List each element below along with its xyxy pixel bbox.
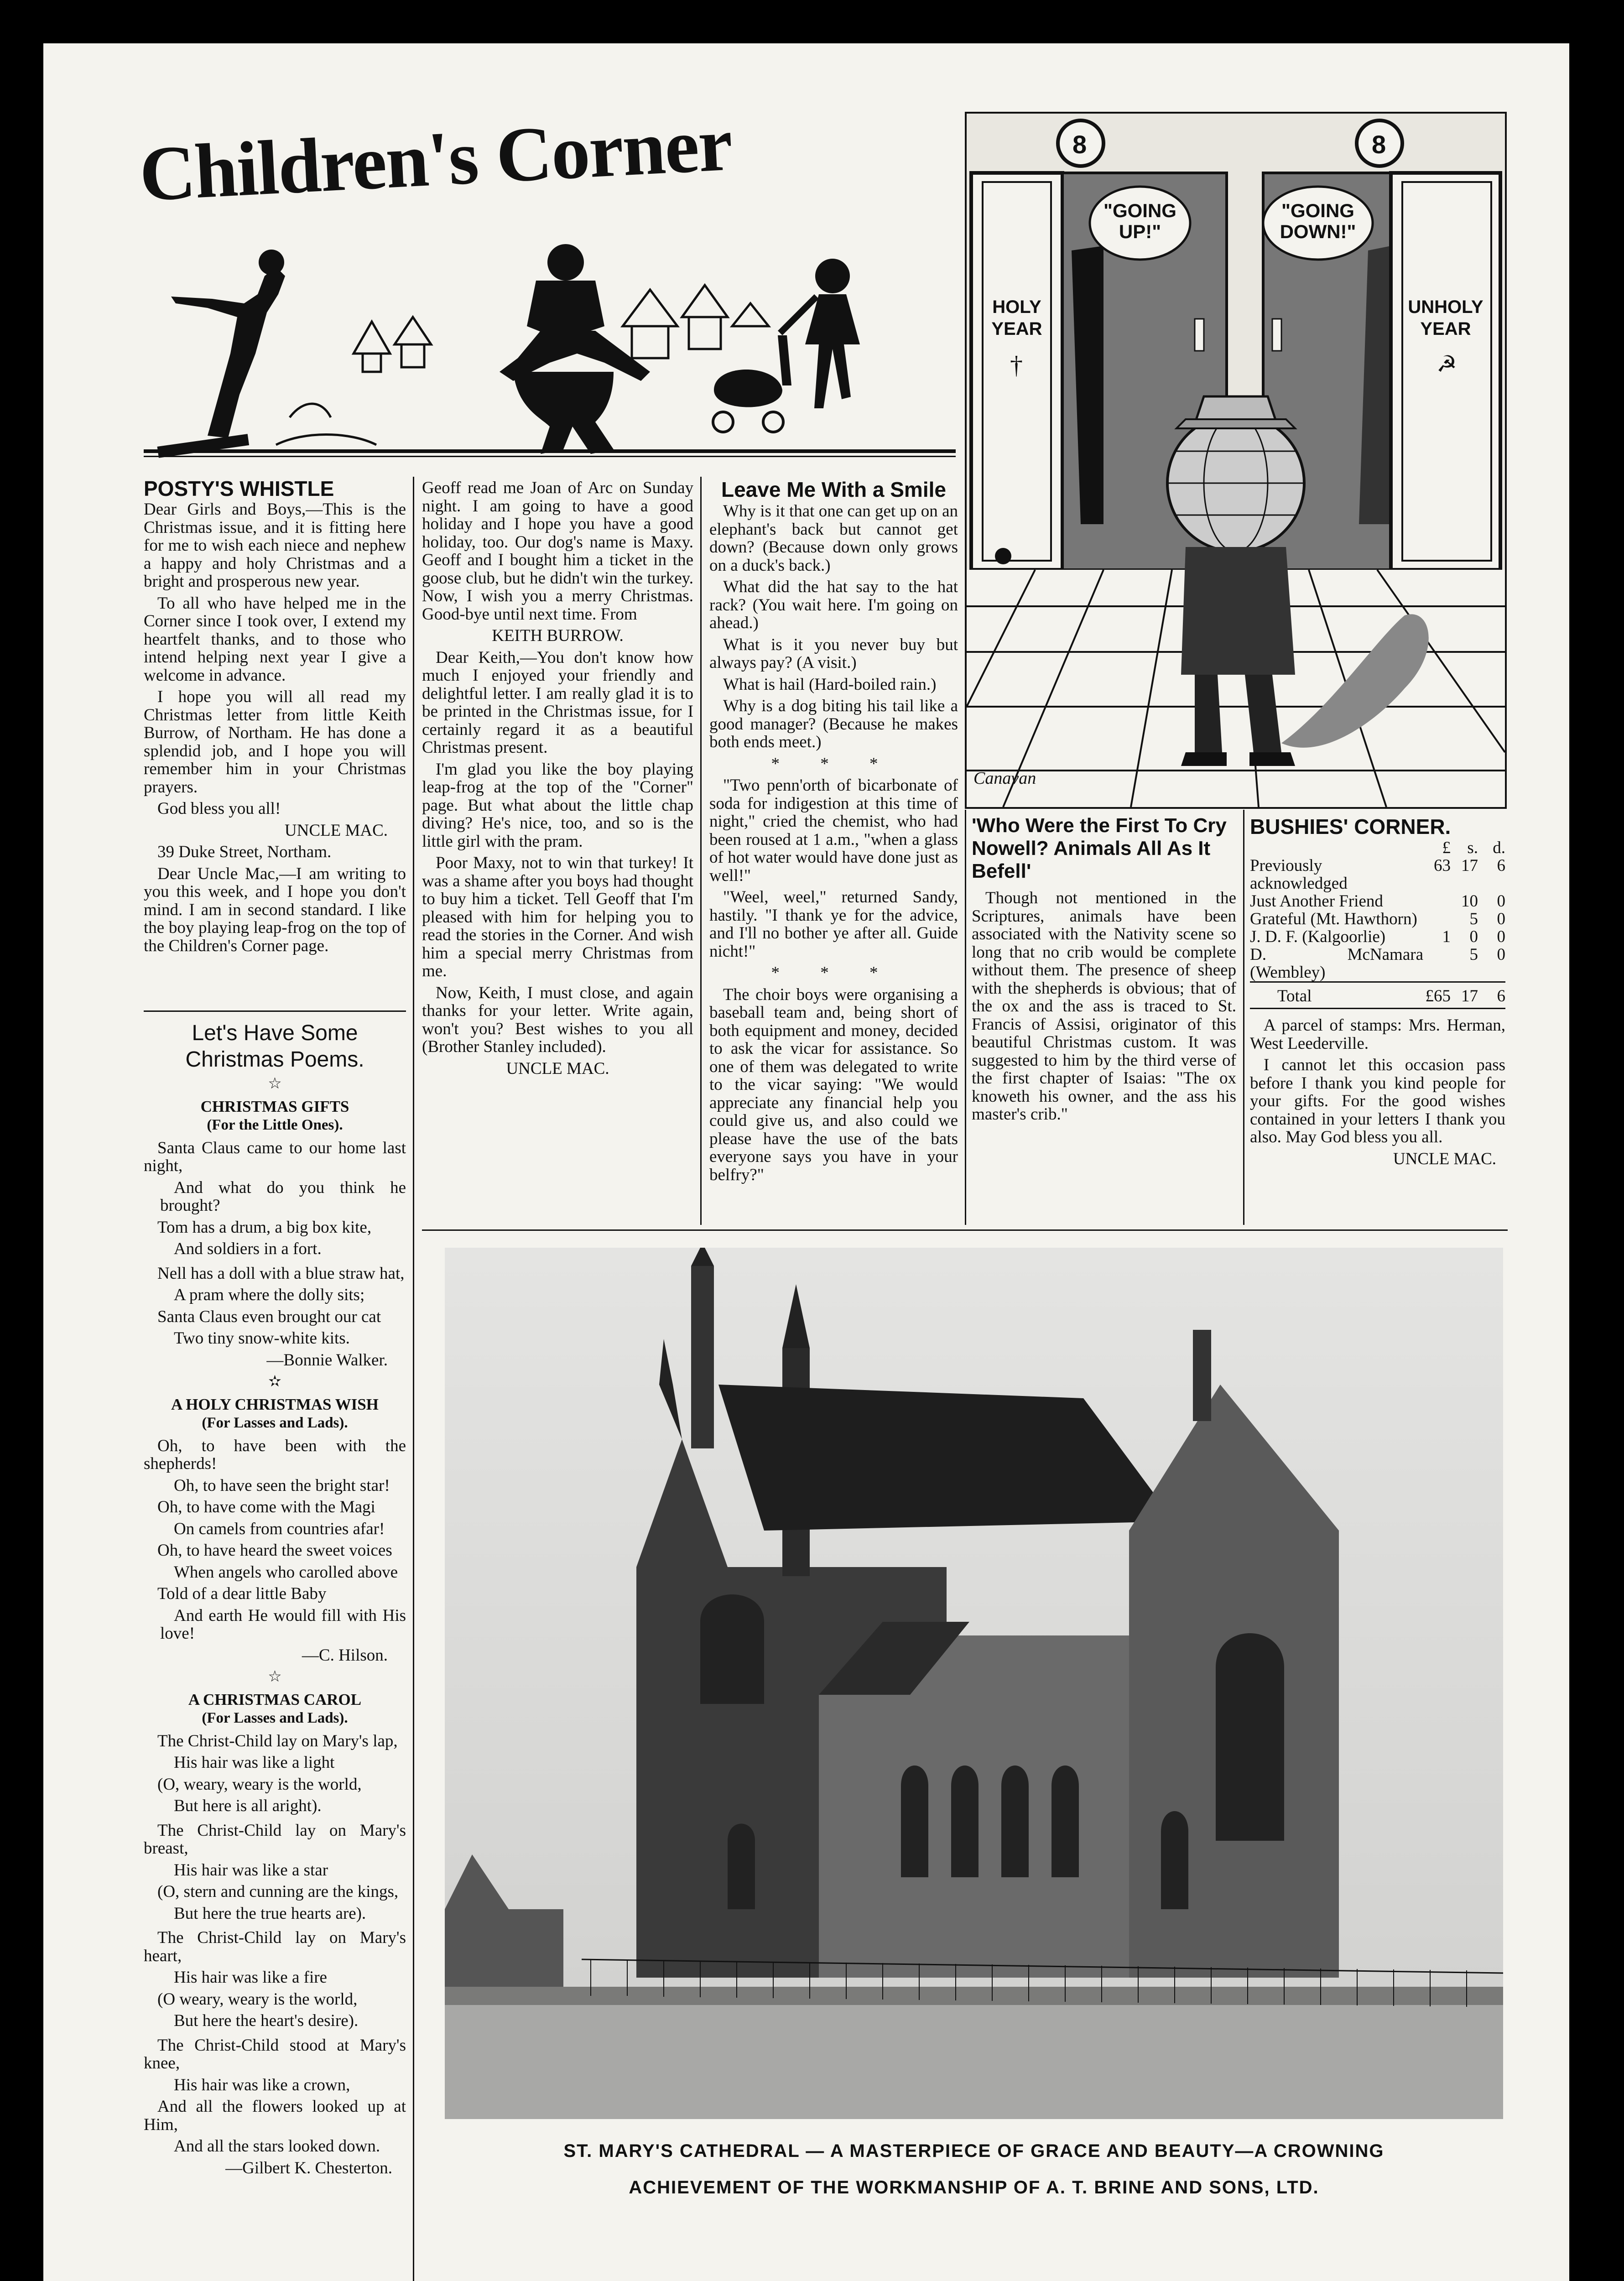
currency-header-row xyxy=(1250,839,1505,857)
poem-line: Tom has a drum, a big box kite, xyxy=(157,1218,372,1237)
poem-1-subtitle: (For the Little Ones). xyxy=(207,1117,343,1133)
posty-paragraph-4: God bless you all! xyxy=(157,799,281,818)
cartoon-panel xyxy=(965,112,1507,809)
total-label: Total xyxy=(1277,987,1312,1005)
row-pounds xyxy=(1423,910,1451,928)
poem-line: When angels who carolled above xyxy=(174,1562,398,1582)
masthead-title: Children's Corner xyxy=(137,100,734,218)
letter-column xyxy=(422,479,693,1081)
bushies-note-2: I cannot let this occasion pass before I thank you kind people for your gifts. For the good wishes contained in your letters I thank you also. May God bless you all. xyxy=(1250,1056,1505,1146)
door-sign-unholy-year: UNHOLY YEAR xyxy=(1408,297,1483,339)
cartoonist-signature: Canavan xyxy=(973,769,1036,788)
table-row xyxy=(1250,910,1505,928)
poem-line: (O weary, weary is the world, xyxy=(157,1989,358,2009)
row-shillings: 17 xyxy=(1461,856,1478,875)
caption-line-2: ACHIEVEMENT OF THE WORKMANSHIP OF A. T. BRINE AND SONS, LTD. xyxy=(629,2177,1319,2198)
currency-pence: d. xyxy=(1493,838,1505,857)
reply-paragraph-4: Now, Keith, I must close, and again thanks for your letter. Write again, won't you? Best wishes to you all (Brother Stanley included). xyxy=(422,983,693,1056)
leapfrog-silhouette xyxy=(500,244,650,454)
caption-line-1: ST. MARY'S CATHEDRAL — A MASTERPIECE OF GRACE AND BEAUTY—A CROWNING xyxy=(563,2141,1385,2161)
star-icon: ☆ xyxy=(268,1075,282,1092)
poem-line: Nell has a doll with a blue straw hat, xyxy=(157,1264,405,1283)
posty-paragraph-2: To all who have helped me in the Corner since I took over, I extend my heartfelt thanks, and to those who intend helping next year I give a welcome in advance. xyxy=(144,594,406,685)
poem-line: The Christ-Child lay on Mary's lap, xyxy=(157,1731,398,1750)
star-icon: ☆ xyxy=(268,1668,282,1685)
row-pounds: 63 xyxy=(1434,856,1451,875)
posty-paragraph-1: Dear Girls and Boys,—This is the Christmas issue, and it is fitting here for me to wish each niece and nephew a happy and holy Christmas and a bright and prosperous new year. xyxy=(144,500,406,591)
poem-line: The Christ-Child stood at Mary's knee, xyxy=(144,2036,406,2073)
joke-3: What is it you never buy but always pay? (A visit.) xyxy=(709,635,958,672)
total-pence: 6 xyxy=(1497,987,1505,1005)
row-shillings: 5 xyxy=(1469,945,1478,964)
row-pence: 6 xyxy=(1497,856,1505,875)
masthead xyxy=(137,100,846,218)
reply-paragraph-2: I'm glad you like the boy playing leap-frog at the top of the "Corner" page. But what about the little chap diving? He's nice, too, and so is the little girl with the pram. xyxy=(422,760,693,851)
poem-line: His hair was like a light xyxy=(174,1753,335,1772)
bushies-note-1: A parcel of stamps: Mrs. Herman, West Leederville. xyxy=(1250,1016,1505,1053)
door-sign-holy-year: HOLY YEAR xyxy=(991,297,1042,339)
poem-line: Oh, to have heard the sweet voices xyxy=(157,1541,392,1560)
poems-heading-line-1: Let's Have Some xyxy=(192,1021,358,1045)
poem-line: Told of a dear little Baby xyxy=(157,1584,327,1603)
photo-caption xyxy=(445,2133,1503,2206)
story-1-part-1: "Two penn'orth of bicarbonate of soda for indigestion at this time of night," cried the chemist, who had been roused at 1 a.m., "when a glass of hot water would have done just as well!" xyxy=(709,776,958,885)
smile-heading: Leave Me With a Smile xyxy=(721,478,946,501)
separator-2: * * * xyxy=(771,963,896,982)
row-label: Grateful (Mt. Hawthorn) xyxy=(1250,910,1417,928)
bushies-signature: UNCLE MAC. xyxy=(1393,1149,1496,1168)
newspaper-page xyxy=(43,43,1569,2281)
poem-line: On camels from countries afar! xyxy=(174,1519,385,1538)
bushies-table xyxy=(1250,839,1505,1005)
speech-going-up: "GOING UP!" xyxy=(1103,200,1176,242)
currency-pounds: £ xyxy=(1442,838,1451,857)
posty-column xyxy=(144,477,406,958)
col-divider-1 xyxy=(413,477,414,2281)
photo-top-rule xyxy=(422,1229,1508,1231)
joke-5: Why is a dog biting his tail like a good manager? (Because he makes both ends meet.) xyxy=(709,697,958,751)
bushies-column xyxy=(1250,814,1505,1172)
poem-line: The Christ-Child lay on Mary's heart, xyxy=(144,1928,406,1965)
poem-2-author: —C. Hilson. xyxy=(302,1646,388,1665)
star-icon: ✫ xyxy=(268,1373,281,1390)
bushies-heading: BUSHIES' CORNER. xyxy=(1250,815,1451,838)
separator-1: * * * xyxy=(771,754,896,773)
poems-top-rule xyxy=(144,1010,406,1012)
poem-line: But here is all aright). xyxy=(174,1797,322,1815)
poem-line: His hair was like a fire xyxy=(174,1968,327,1987)
poem-line: The Christ-Child lay on Mary's breast, xyxy=(144,1821,406,1858)
total-pounds: £65 xyxy=(1425,987,1451,1005)
poem-line: And earth He would fill with His love! xyxy=(160,1606,406,1643)
posty-heading: POSTY'S WHISTLE xyxy=(144,477,334,500)
table-row xyxy=(1250,892,1505,910)
poem-1-title: CHRISTMAS GIFTS xyxy=(200,1097,349,1115)
poem-line: Oh, to have come with the Magi xyxy=(157,1498,375,1516)
cartoon-drawing xyxy=(967,114,1505,807)
cross-icon: † xyxy=(1010,351,1023,380)
row-label: D. McNamara (Wembley) xyxy=(1250,945,1423,982)
row-shillings: 10 xyxy=(1461,892,1478,911)
poem-line: (O, stern and cunning are the kings, xyxy=(157,1882,399,1901)
posty-signature: UNCLE MAC. xyxy=(284,821,388,840)
row-pence: 0 xyxy=(1497,892,1505,911)
poem-line: And soldiers in a fort. xyxy=(174,1239,322,1258)
poem-line: Oh, to have been with the shepherds! xyxy=(144,1436,406,1473)
row-pounds: 1 xyxy=(1442,927,1451,946)
row-pounds xyxy=(1423,892,1451,910)
row-shillings: 0 xyxy=(1469,927,1478,946)
girl-with-pram-silhouette xyxy=(713,259,860,432)
letter-continued: Geoff read me Joan of Arc on Sunday night. I am going to have a good holiday and I hope you have a good holiday, too. Our dog's name is Maxy. Geoff and I bought him a ticket in the goose club, but he didn't win the turkey. Now, I wish you a merry Christmas. Good-bye until next time. From xyxy=(422,479,693,624)
poem-2-subtitle: (For Lasses and Lads). xyxy=(202,1415,348,1431)
col-divider-2 xyxy=(700,477,702,1225)
row-label: Just Another Friend xyxy=(1250,892,1383,911)
joke-1: Why is it that one can get up on an elephant's back but cannot get down? (Because down only grows on a duck's back.) xyxy=(709,502,958,575)
poems-heading-line-2: Christmas Poems. xyxy=(185,1047,364,1072)
poem-3-title: A CHRISTMAS CAROL xyxy=(188,1690,362,1708)
posty-address: 39 Duke Street, Northam. xyxy=(157,843,332,861)
poem-line: (O, weary, weary is the world, xyxy=(157,1775,362,1794)
clock-left-label: 8 xyxy=(1072,130,1087,159)
joke-4: What is hail (Hard-boiled rain.) xyxy=(723,675,937,694)
poem-line: Two tiny snow-white kits. xyxy=(174,1329,350,1348)
row-shillings: 5 xyxy=(1469,910,1478,928)
poem-line: And all the stars looked down. xyxy=(174,2137,380,2156)
poem-line: And all the flowers looked up at Him, xyxy=(144,2097,406,2134)
poem-line: But here the true hearts are). xyxy=(174,1904,366,1923)
letter-signer: KEITH BURROW. xyxy=(492,626,624,645)
table-row xyxy=(1250,857,1505,892)
poem-line: And what do you think he brought? xyxy=(160,1178,406,1215)
row-pence: 0 xyxy=(1497,910,1505,928)
hammer-sickle-icon: ☭ xyxy=(1437,351,1457,377)
nowell-heading: 'Who Were the First To Cry Nowell? Animals All As It Befell' xyxy=(972,814,1227,882)
table-row xyxy=(1250,928,1505,946)
poem-3-author: —Gilbert K. Chesterton. xyxy=(225,2158,392,2177)
currency-shillings: s. xyxy=(1467,838,1478,857)
silhouettes-illustration xyxy=(139,235,906,472)
story-2: The choir boys were organising a baseball team and, being short of both equipment and money, decided to ask the vicar for assistance. So one of them was delegated to write to the vicar saying: "We would appreciate any financial help you could give us, and also could we please have the use of the bats everyone says you have in your belfry?" xyxy=(709,985,958,1184)
poem-1-author: —Bonnie Walker. xyxy=(266,1350,388,1370)
cathedral-drawing xyxy=(445,1248,1503,2119)
poem-line: Oh, to have seen the bright star! xyxy=(174,1476,390,1495)
posty-paragraph-3: I hope you will all read my Christmas letter from little Keith Burrow, of Northam. He has done a splendid job, and I hope you will remember him in your Christmas prayers. xyxy=(144,687,406,797)
diver-silhouette xyxy=(157,250,285,458)
poem-line: Santa Claus came to our home last night, xyxy=(144,1138,406,1175)
nowell-column xyxy=(972,814,1236,1127)
col-divider-4 xyxy=(1243,810,1244,1225)
masthead-rule-thin xyxy=(144,456,956,457)
row-pounds xyxy=(1423,946,1451,982)
reply-paragraph-3: Poor Maxy, not to win that turkey! It was a shame after you boys had thought to buy him a ticket. Tell Geoff that I'm pleased with him for helping you to read the stories in the Corner. And wish him a special merry Christmas from me. xyxy=(422,854,693,980)
poems-column xyxy=(144,1010,406,2181)
row-pence: 0 xyxy=(1497,945,1505,964)
col-divider-3 xyxy=(965,810,966,1225)
poem-3-subtitle: (For Lasses and Lads). xyxy=(202,1710,348,1726)
poem-line: But here the heart's desire). xyxy=(174,2011,359,2030)
cathedral-photo xyxy=(445,1248,1503,2119)
story-1-part-2: "Weel, weel," returned Sandy, hastily. "I thank ye for the advice, and I'll no bother ye after all. Guide nicht!" xyxy=(709,888,958,961)
reply-signature: UNCLE MAC. xyxy=(506,1059,609,1078)
total-rule xyxy=(1250,1008,1505,1009)
poem-line: Santa Claus even brought our cat xyxy=(157,1307,381,1326)
table-row xyxy=(1250,946,1505,982)
clock-right-label: 8 xyxy=(1372,130,1386,159)
row-label: Previously acknowledged xyxy=(1250,856,1348,893)
row-pence: 0 xyxy=(1497,927,1505,946)
joke-2: What did the hat say to the hat rack? (You wait here. I'm going on ahead.) xyxy=(709,578,958,632)
row-label: J. D. F. (Kalgoorlie) xyxy=(1250,927,1386,946)
nowell-paragraph: Though not mentioned in the Scriptures, animals have been associated with the Nativity scene so long that no crib would be complete without them. The presence of sheep with the shepherds is obvious; that of the ox and the ass is traced to St. Francis of Assisi, originator of this beautiful Christmas custom. It was suggested to him by the third verse of the first chapter of Isaias: "The ox knoweth his owner, and the ass his master's crib." xyxy=(972,889,1236,1124)
poem-2-title: A HOLY CHRISTMAS WISH xyxy=(171,1395,379,1413)
poem-line: His hair was like a star xyxy=(174,1860,328,1880)
letter-opening: Dear Uncle Mac,—I am writing to you this week, and I hope you don't mind. I am in second standard. I like the boy playing leap-frog on the top of the Children's Corner page. xyxy=(144,864,406,955)
smile-column xyxy=(709,477,958,1187)
poem-line: His hair was like a crown, xyxy=(174,2075,350,2094)
masthead-rule-thick xyxy=(144,449,956,453)
total-shillings: 17 xyxy=(1461,987,1478,1005)
total-row xyxy=(1250,982,1505,1005)
speech-going-down: "GOING DOWN!" xyxy=(1280,200,1356,242)
reply-paragraph-1: Dear Keith,—You don't know how much I enjoyed your friendly and delightful letter. I am really glad it is to be printed in the Christmas issue, for I certainly regard it as a beautiful Christmas present. xyxy=(422,648,693,757)
poem-line: A pram where the dolly sits; xyxy=(174,1286,365,1304)
